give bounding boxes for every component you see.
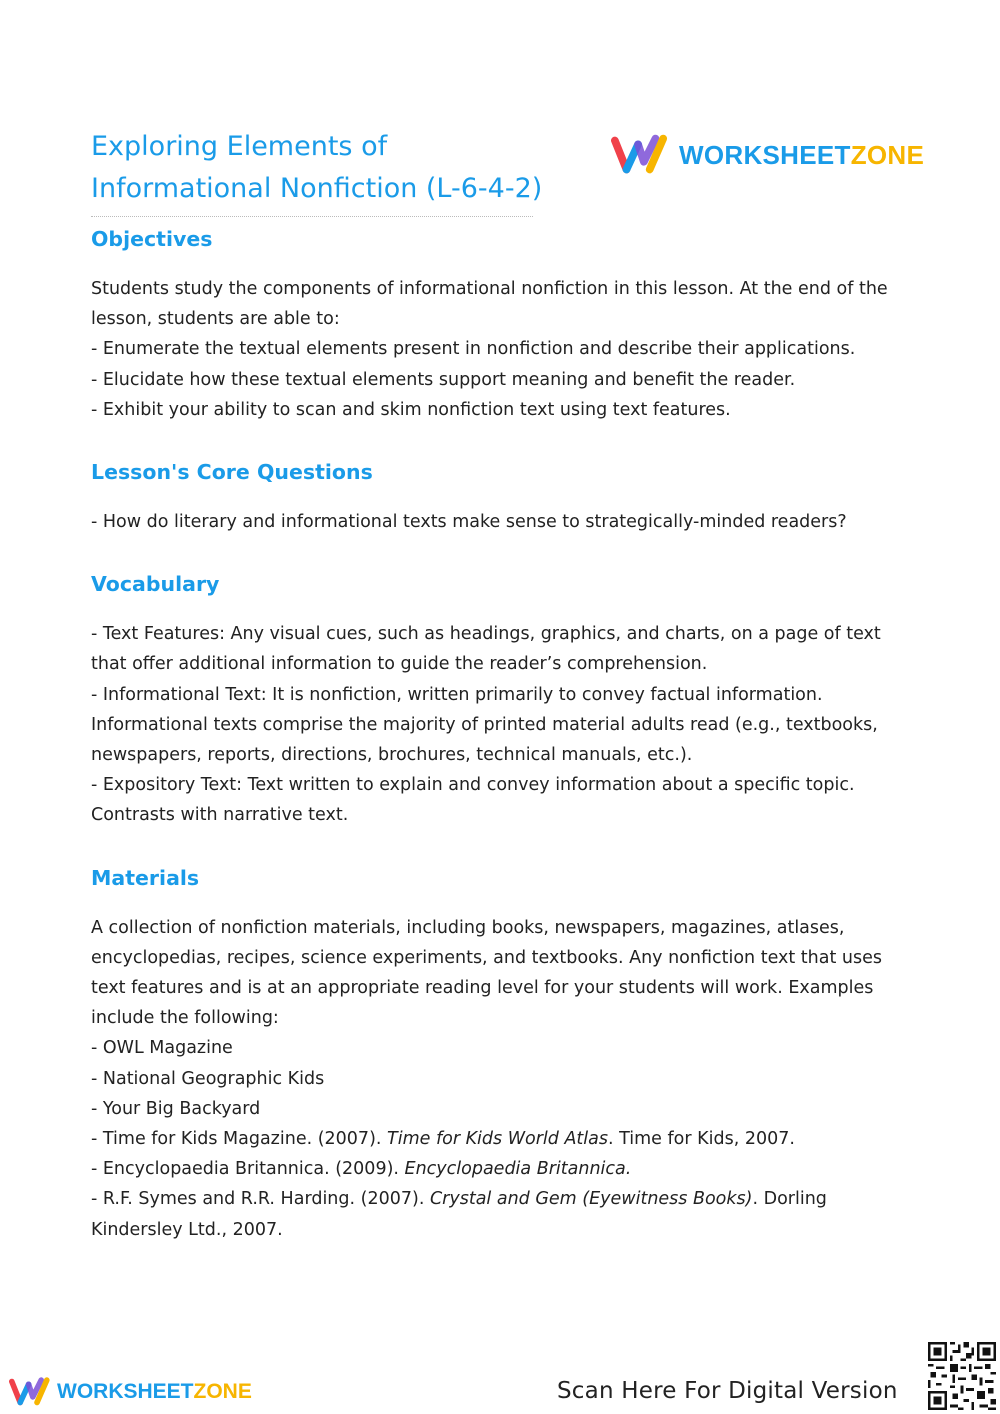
vocabulary-line: newspapers, reports, directions, brochures, technical manuals, etc.). [91, 745, 693, 766]
scan-caption: Scan Here For Digital Version [557, 1378, 898, 1404]
vocabulary-line: Contrasts with narrative text. [91, 805, 349, 826]
materials-heading: Materials [91, 865, 200, 890]
brand-wordmark [679, 140, 924, 171]
page-title [91, 126, 543, 217]
wz-logo-icon [611, 132, 669, 178]
vocabulary-section [91, 567, 911, 830]
materials-section [91, 861, 911, 1245]
wz-logo-icon [9, 1375, 51, 1409]
brand-word-worksheet: WORKSHEET [57, 1380, 194, 1403]
lesson-content [91, 222, 911, 1275]
vocabulary-line: - Text Features: Any visual cues, such as headings, graphics, and charts, on a page of text [91, 624, 881, 645]
vocabulary-heading: Vocabulary [91, 572, 220, 597]
questions-line: - How do literary and informational texts make sense to strategically-minded readers? [91, 512, 847, 533]
questions-heading: Lesson's Core Questions [91, 460, 373, 485]
vocabulary-line: - Informational Text: It is nonfiction, written primarily to convey factual information. [91, 684, 823, 705]
ref-title: Time for Kids World Atlas [387, 1129, 608, 1150]
ref-title: Encyclopaedia Britannica. [404, 1159, 632, 1180]
ref-text: - R.F. Symes and R.R. Harding. (2007). [91, 1189, 430, 1210]
materials-ref-britannica [91, 1154, 911, 1184]
objectives-line: - Exhibit your ability to scan and skim nonfiction text using text features. [91, 399, 731, 420]
materials-line: A collection of nonfiction materials, including books, newspapers, magazines, atlases, [91, 917, 845, 938]
objectives-line: - Elucidate how these textual elements support meaning and benefit the reader. [91, 369, 796, 390]
brand-word-worksheet: WORKSHEET [679, 139, 851, 170]
materials-line: text features and is at an appropriate reading level for your students will work. Examples [91, 978, 874, 999]
objectives-line: lesson, students are able to: [91, 309, 340, 330]
materials-line: include the following: [91, 1008, 279, 1029]
objectives-line: - Enumerate the textual elements present in nonfiction and describe their applications. [91, 339, 856, 360]
ref-text: . Dorling [752, 1189, 827, 1210]
ref-text: . Time for Kids, 2007. [608, 1129, 795, 1150]
brand-word-zone: ZONE [193, 1380, 252, 1403]
materials-list-item: - National Geographic Kids [91, 1068, 325, 1089]
brand-wordmark [57, 1380, 252, 1404]
ref-text: - Time for Kids Magazine. (2007). [91, 1129, 388, 1150]
materials-list-item: - Your Big Backyard [91, 1098, 261, 1119]
page-title-line-1: Exploring Elements of [91, 131, 388, 162]
qr-code-icon[interactable] [928, 1342, 996, 1410]
materials-list-item: - OWL Magazine [91, 1038, 233, 1059]
vocabulary-line: - Expository Text: Text written to explain and convey information about a specific topic. [91, 775, 855, 796]
vocabulary-line: Informational texts comprise the majority of printed material adults read (e.g., textbooks, [91, 714, 878, 735]
materials-line: encyclopedias, recipes, science experiments, and textbooks. Any nonfiction text that uses [91, 947, 883, 968]
ref-text: - Encyclopaedia Britannica. (2009). [91, 1159, 405, 1180]
questions-section [91, 455, 911, 537]
materials-ref-symes-cont: Kindersley Ltd., 2007. [91, 1219, 283, 1240]
materials-ref-time [91, 1124, 911, 1154]
ref-title: Crystal and Gem (Eyewitness Books) [429, 1189, 753, 1210]
brand-logo-top [611, 132, 924, 178]
objectives-section [91, 222, 911, 425]
objectives-line: Students study the components of informational nonfiction in this lesson. At the end of the [91, 279, 888, 299]
objectives-heading: Objectives [91, 227, 213, 251]
materials-ref-symes [91, 1184, 911, 1214]
brand-logo-footer [9, 1375, 252, 1409]
brand-word-zone: ZONE [850, 139, 925, 170]
vocabulary-line: that offer additional information to guide the reader’s comprehension. [91, 654, 708, 675]
page-title-line-2: Informational Nonfiction (L-6-4-2) [91, 173, 543, 204]
